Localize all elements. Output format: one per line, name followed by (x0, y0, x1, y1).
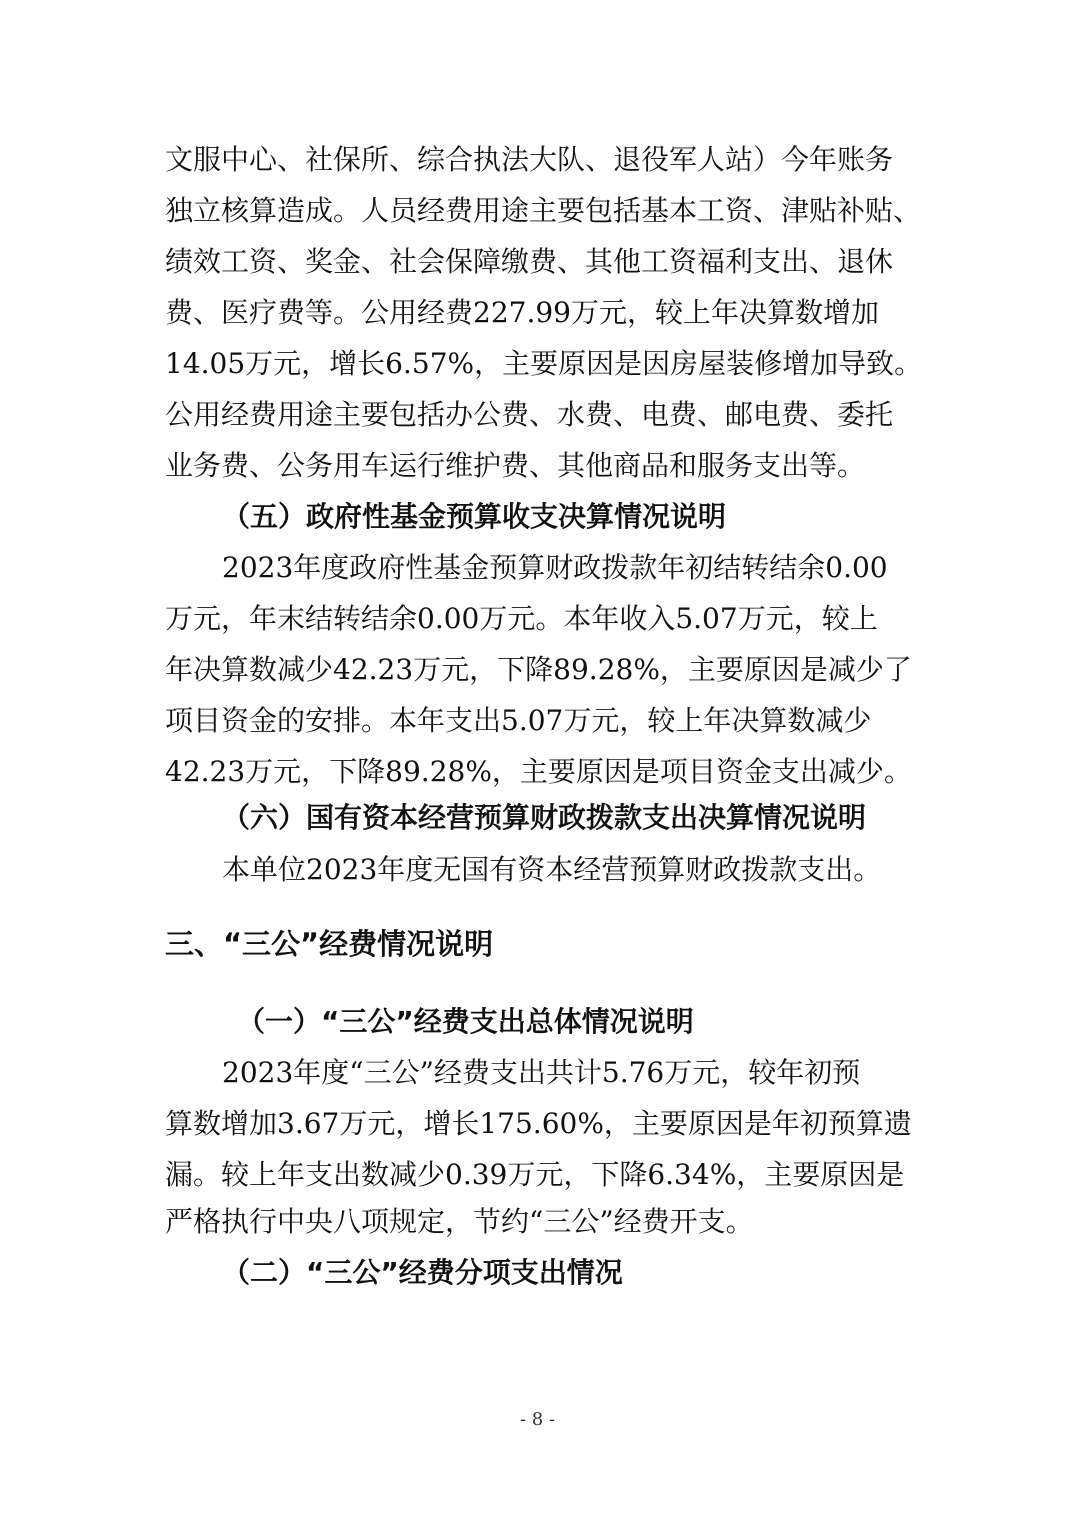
chapter-3-sub-2-heading: （二）“三公”经费分项支出情况 (222, 1256, 623, 1289)
body-text-line (0, 694, 1075, 748)
body-text: 公用经费用途主要包括办公费、水费、电费、邮电费、委托 (165, 398, 894, 431)
page-number: - 8 - (519, 1409, 556, 1430)
body-text-line (0, 337, 1075, 391)
body-text-line (0, 643, 1075, 697)
body-text: 业务费、公务用车运行维护费、其他商品和服务支出等。 (165, 449, 866, 482)
body-text: 年决算数减少42.23万元，下降89.28%，主要原因是减少了 (165, 653, 912, 686)
chapter-3-heading: 三、“三公”经费情况说明 (165, 927, 494, 961)
body-text-line (0, 843, 1075, 897)
body-text: 严格执行中央八项规定，节约“三公”经费开支。 (165, 1205, 754, 1238)
body-text: 绩效工资、奖金、社会保障缴费、其他工资福利支出、退休 (165, 245, 894, 278)
body-text: 文服中心、社保所、综合执法大队、退役军人站）今年账务 (165, 143, 894, 176)
body-text-line (0, 184, 1075, 238)
body-text-line (0, 1046, 1075, 1100)
body-text: 14.05万元，增长6.57%，主要原因是因房屋装修增加导致。 (165, 347, 923, 380)
body-text-line (0, 439, 1075, 493)
body-text-line (0, 1195, 1075, 1249)
body-text: 万元，年末结转结余0.00万元。本年收入5.07万元，较上 (165, 602, 878, 635)
body-text-line (0, 592, 1075, 646)
chapter-heading (0, 917, 1075, 971)
body-text-line (0, 133, 1075, 187)
body-text: 2023年度政府性基金预算财政拨款年初结转结余0.00 (222, 551, 888, 584)
section-heading (0, 995, 1075, 1049)
section-heading (0, 1246, 1075, 1300)
body-text-line (0, 1148, 1075, 1202)
section-5-heading: （五）政府性基金预算收支决算情况说明 (222, 500, 727, 533)
body-text-line (0, 1097, 1075, 1151)
body-text-line (0, 541, 1075, 595)
body-text: 42.23万元，下降89.28%，主要原因是项目资金支出减少。 (165, 755, 912, 788)
section-6-heading: （六）国有资本经营预算财政拨款支出决算情况说明 (222, 801, 867, 834)
chapter-3-sub-1-heading: （一）“三公”经费支出总体情况说明 (237, 1005, 694, 1038)
body-text-line (0, 286, 1075, 340)
section-heading (0, 791, 1075, 845)
body-text: 本单位2023年度无国有资本经营预算财政拨款支出。 (222, 853, 882, 886)
body-text-line (0, 235, 1075, 289)
body-text: 费、医疗费等。公用经费227.99万元，较上年决算数增加 (165, 296, 879, 329)
body-text: 独立核算造成。人员经费用途主要包括基本工资、津贴补贴、 (165, 194, 922, 227)
body-text: 漏。较上年支出数减少0.39万元，下降6.34%，主要原因是 (165, 1158, 905, 1191)
section-heading (0, 490, 1075, 544)
body-text: 2023年度“三公”经费支出共计5.76万元，较年初预 (222, 1056, 861, 1089)
body-text: 算数增加3.67万元，增长175.60%，主要原因是年初预算遗 (165, 1107, 912, 1140)
body-text: 项目资金的安排。本年支出5.07万元，较上年决算数减少 (165, 704, 872, 737)
body-text-line (0, 388, 1075, 442)
